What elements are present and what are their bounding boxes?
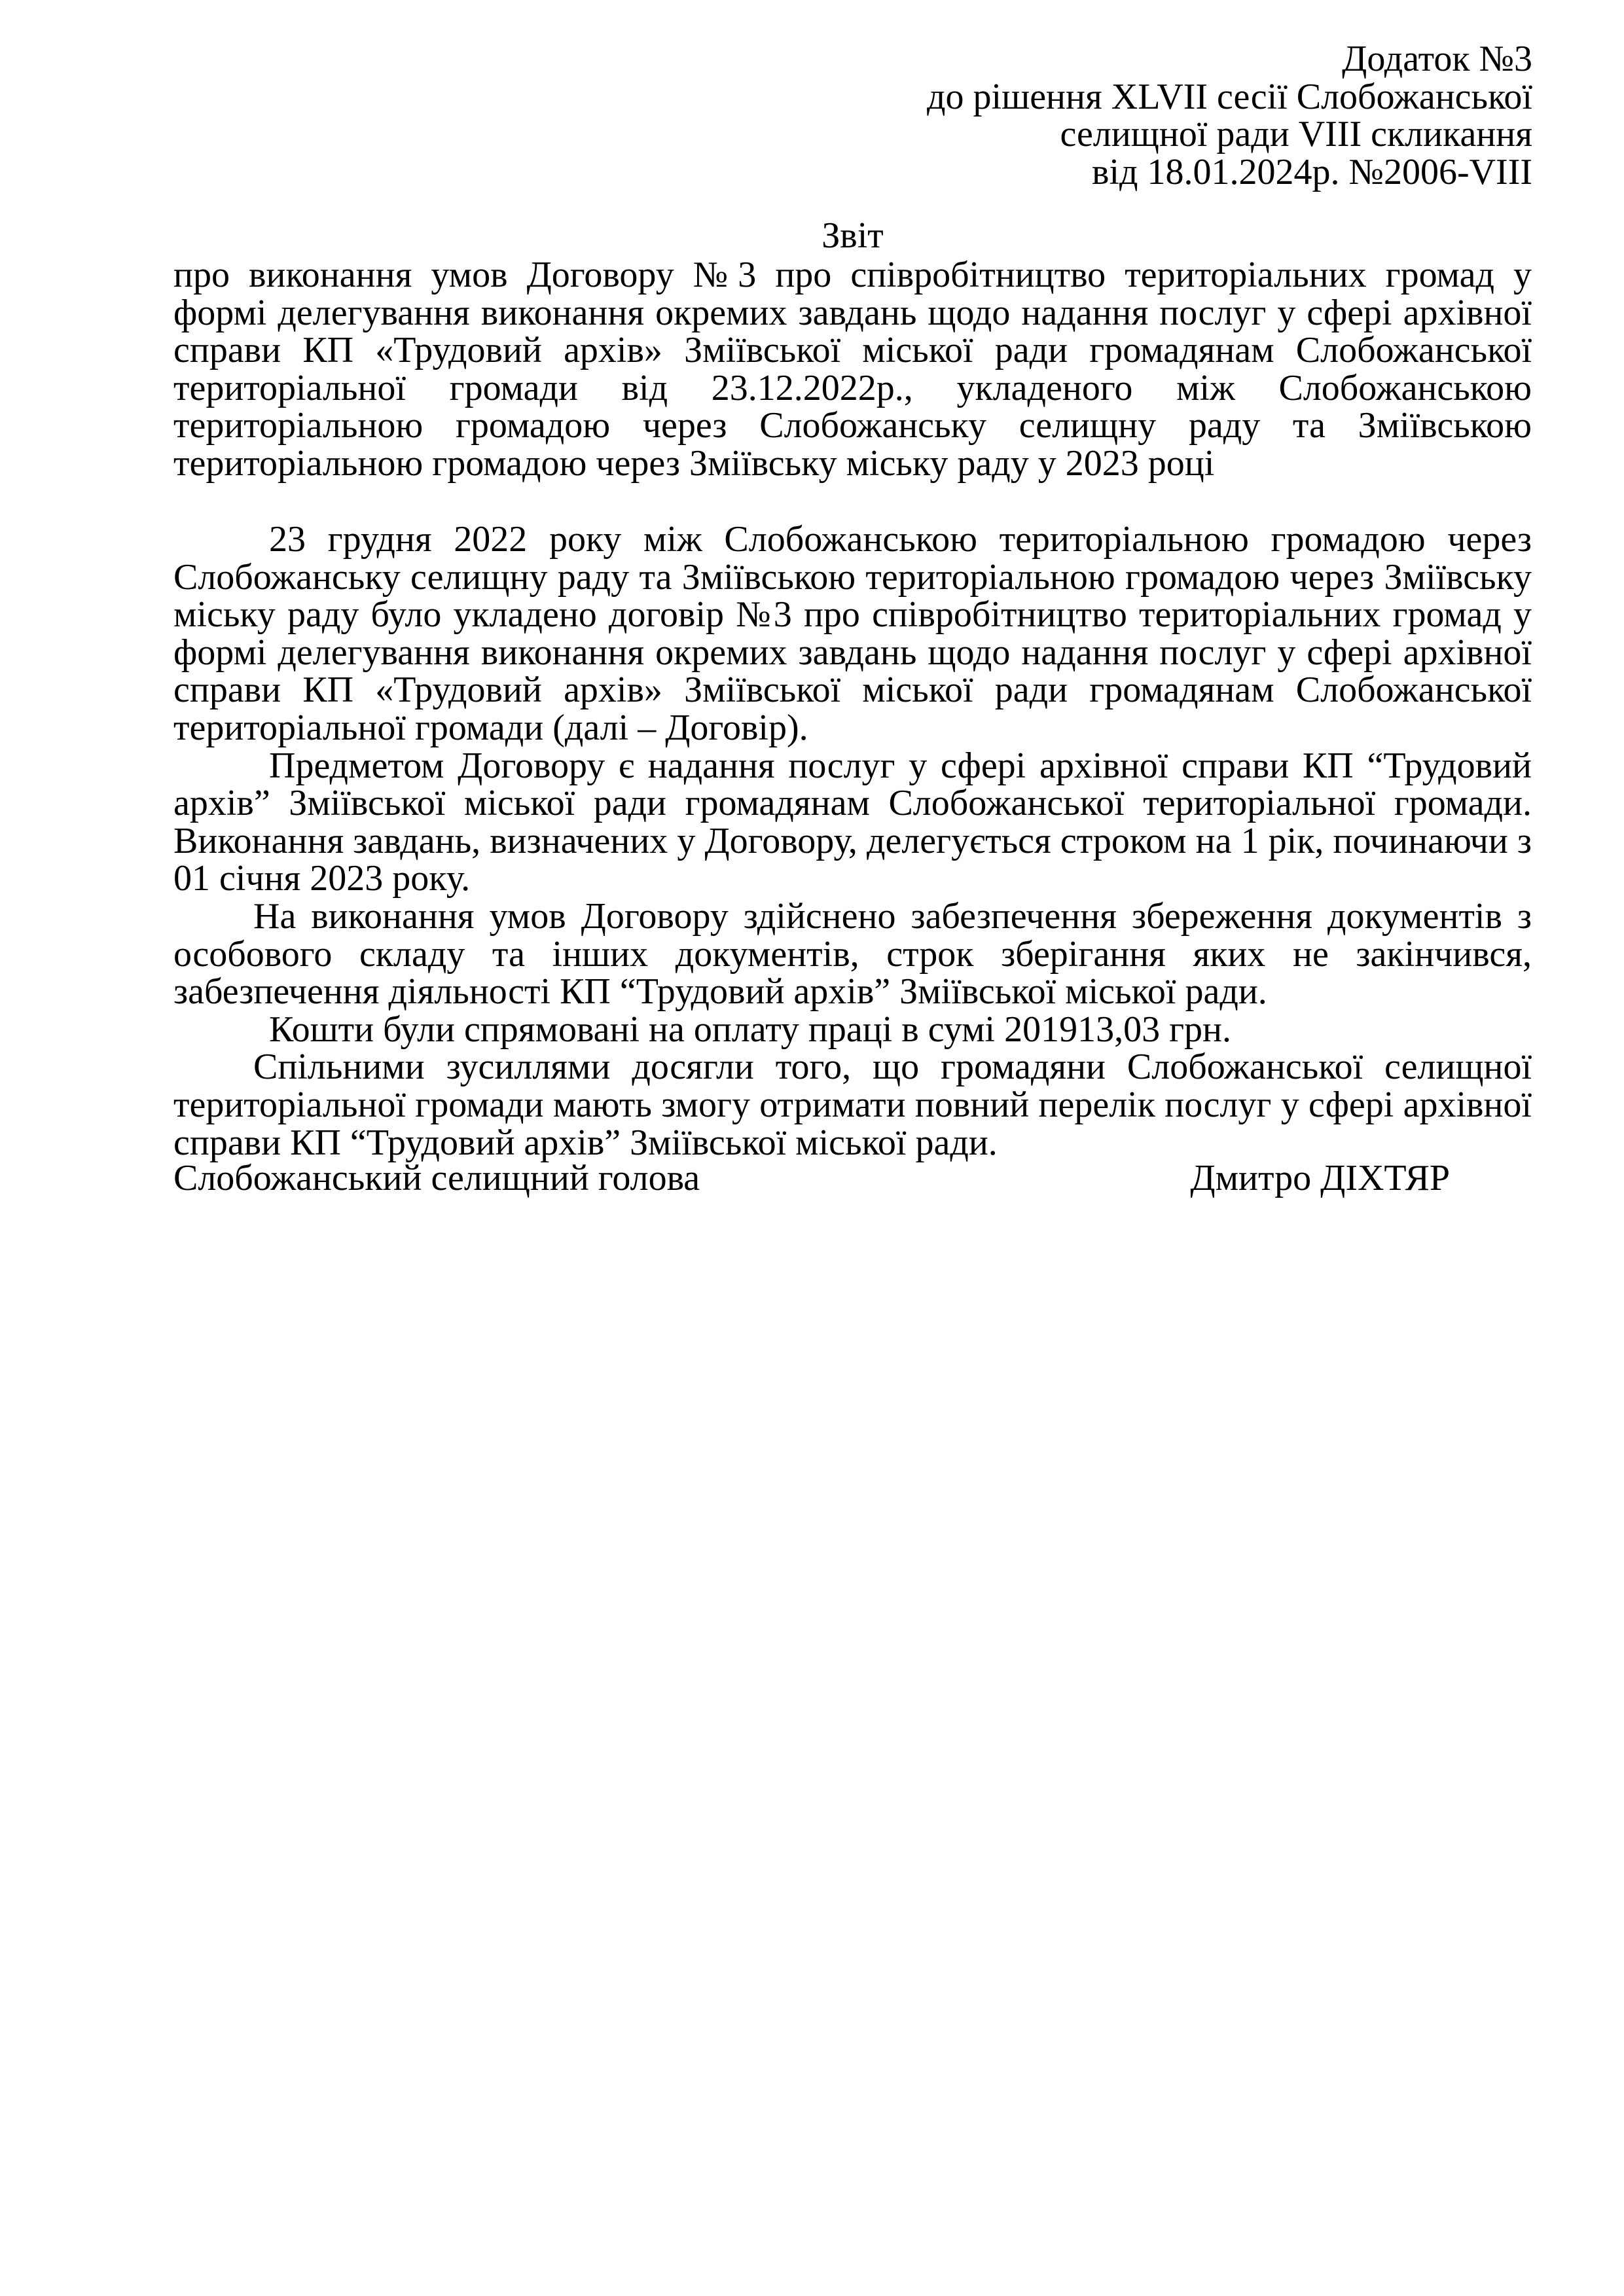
paragraph: Предметом Договору є надання послуг у сфері архівної справи КП “Трудовий архів” Зміївської міської ради громадянам Слобожанської територіальної громади. Виконання завдань, визначених у Договору, делегується строком на 1 рік, починаючи з 01 січня 2023 року.	[173, 745, 1532, 899]
decision-date: від 18.01.2024р. №2006-VIII	[1092, 151, 1532, 192]
signatory-name: Дмитро ДІХТЯР	[1190, 1158, 1450, 1198]
paragraph: Кошти були спрямовані на оплату праці в сумі 201913,03 грн.	[269, 1009, 1232, 1050]
decision-line: до рішення XLVII сесії Слобожанської	[927, 76, 1532, 117]
paragraph: Спільними зусиллями досягли того, що громадяни Слобожанської селищної територіальної громади мають змогу отримати повний перелік послуг у сфері архівної справи КП “Трудовий архів” Зміївської міської ради.	[173, 1047, 1532, 1163]
paragraph: На виконання умов Договору здійснено забезпечення збереження документів з особового складу та інших документів, строк зберігання яких не закінчився, забезпечення діяльності КП “Трудовий архів” Зміївської міської ради.	[173, 895, 1532, 1013]
signature-block	[173, 1160, 1450, 1198]
appendix-number: Додаток №3	[1342, 39, 1532, 79]
appendix-header	[616, 41, 1532, 191]
document-body	[173, 521, 1532, 1162]
paragraph: 23 грудня 2022 року між Слобожанською територіальною громадою через Слобожанську селищну раду та Зміївською територіальною громадою через Зміївську міську раду було укладено договір №3 про співробітництво територіальних громад у формі делегування виконання окремих завдань щодо надання послуг у сфері архівної справи КП «Трудовий архів» Зміївської міської ради громадянам Слобожанської територіальної громади (далі – Договір).	[173, 519, 1532, 748]
document-subtitle: про виконання умов Договору №3 про співробітництво територіальних громад у формі делегування виконання окремих завдань щодо надання послуг у сфері архівної справи КП «Трудовий архів» Зміївської міської ради громадянам Слобожанської територіальної громади від 23.12.2022р., укладеного між Слобожанською територіальною громадою через Слобожанську селищну раду та Зміївською територіальною громадою через Зміївську міську раду у 2023 році	[173, 255, 1532, 484]
signatory-position: Слобожанський селищний голова	[173, 1158, 700, 1198]
document-title: Звіт	[821, 215, 884, 256]
council-line: селищної ради VIII скликання	[1060, 114, 1532, 155]
